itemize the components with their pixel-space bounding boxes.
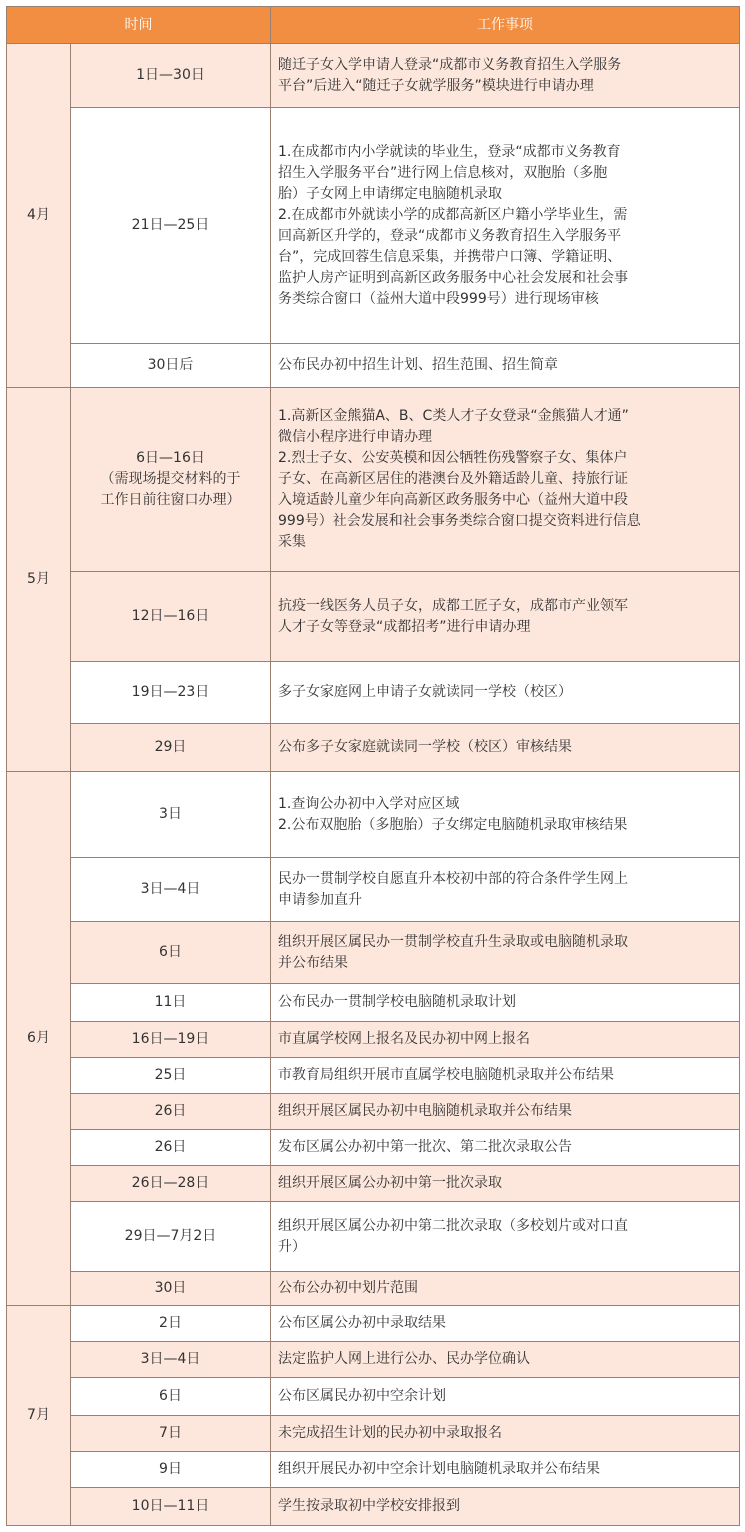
date-cell	[71, 1202, 271, 1272]
date-cell	[71, 772, 271, 858]
table-row	[7, 1342, 740, 1378]
item-line: 采集	[278, 534, 306, 550]
item-cell	[271, 108, 740, 344]
date-line: 26日	[154, 1139, 187, 1155]
date-line: 6日—16日	[136, 450, 205, 466]
table-row	[7, 1202, 740, 1272]
table-row	[7, 1306, 740, 1342]
date-cell	[71, 108, 271, 344]
table-row	[7, 1416, 740, 1452]
date-line: 21日—25日	[131, 217, 210, 233]
date-cell	[71, 922, 271, 984]
item-line: 务类综合窗口（益州大道中段999号）进行现场审核	[278, 290, 599, 307]
item-cell	[271, 858, 740, 922]
item-cell	[271, 1130, 740, 1166]
item-cell	[271, 1488, 740, 1526]
item-line: 发布区属公办初中第一批次、第二批次录取公告	[278, 1139, 572, 1155]
date-line: 11日	[154, 994, 187, 1010]
date-cell	[71, 1416, 271, 1452]
date-line: 2日	[159, 1315, 182, 1331]
date-cell	[71, 1022, 271, 1058]
item-cell	[271, 984, 740, 1022]
date-cell	[71, 662, 271, 724]
month-may: 5月	[7, 388, 71, 772]
item-cell	[271, 1416, 740, 1452]
date-line: 7日	[159, 1425, 182, 1441]
item-line: 未完成招生计划的民办初中录取报名	[278, 1425, 502, 1441]
item-line: 申请参加直升	[278, 891, 362, 908]
item-line: 组织开展民办初中空余计划电脑随机录取并公布结果	[278, 1461, 600, 1477]
item-line: 公布区属公办初中录取结果	[278, 1315, 446, 1331]
item-line: 公布民办初中招生计划、招生范围、招生简章	[278, 357, 558, 373]
date-cell	[71, 388, 271, 572]
item-line: 1.在成都市内小学就读的毕业生，登录“成都市义务教育	[278, 143, 621, 160]
item-cell	[271, 388, 740, 572]
table-row	[7, 388, 740, 572]
item-cell	[271, 1272, 740, 1306]
item-cell	[271, 662, 740, 724]
table-header-row	[7, 7, 740, 44]
date-cell	[71, 1166, 271, 1202]
table-row	[7, 1166, 740, 1202]
date-cell	[71, 1058, 271, 1094]
item-line: 市教育局组织开展市直属学校电脑随机录取并公布结果	[278, 1067, 614, 1083]
item-line: 1.查询公办初中入学对应区域	[278, 795, 460, 812]
table-row	[7, 984, 740, 1022]
item-cell	[271, 1094, 740, 1130]
month-june: 6月	[7, 772, 71, 1306]
table-row	[7, 1094, 740, 1130]
item-cell	[271, 1342, 740, 1378]
item-line: 999号）社会发展和社会事务类综合窗口提交资料进行信息	[278, 513, 641, 529]
item-line: 2.在成都市外就读小学的成都高新区户籍小学毕业生，需	[278, 206, 628, 223]
item-line: 民办一贯制学校自愿直升本校初中部的符合条件学生网上	[278, 870, 628, 887]
item-cell	[271, 1166, 740, 1202]
date-cell	[71, 1342, 271, 1378]
date-cell	[71, 1452, 271, 1488]
item-line: 子女、在高新区居住的港澳台及外籍适龄儿童、持旅行证	[278, 471, 628, 487]
header-time: 时间	[7, 7, 271, 44]
table-row	[7, 1488, 740, 1526]
item-cell	[271, 922, 740, 984]
item-line: 公布区属民办初中空余计划	[278, 1388, 446, 1404]
date-line: 30日	[154, 1280, 187, 1296]
date-line: 3日—4日	[140, 881, 201, 897]
date-cell	[71, 1488, 271, 1526]
date-line: 6日	[159, 944, 182, 960]
item-cell	[271, 1378, 740, 1416]
item-line: 人才子女等登录“成都招考”进行申请办理	[278, 618, 531, 635]
date-line: 6日	[159, 1388, 182, 1404]
item-line: 组织开展区属民办初中电脑随机录取并公布结果	[278, 1103, 572, 1119]
table-row	[7, 44, 740, 108]
item-line: 升）	[278, 1238, 306, 1255]
item-line: 2.烈士子女、公安英模和因公牺牲伤残警察子女、集体户	[278, 450, 628, 466]
item-line: 组织开展区属民办一贯制学校直升生录取或电脑随机录取	[278, 933, 628, 950]
item-cell	[271, 1202, 740, 1272]
date-line: 19日—23日	[131, 684, 210, 700]
date-line: 26日	[154, 1103, 187, 1119]
item-line: 并公布结果	[278, 954, 348, 971]
table-row	[7, 1272, 740, 1306]
date-cell	[71, 572, 271, 662]
item-line: 多子女家庭网上申请子女就读同一学校（校区）	[278, 684, 572, 700]
date-cell	[71, 1378, 271, 1416]
table-row	[7, 922, 740, 984]
item-line: 招生入学服务平台”进行网上信息核对，双胞胎（多胞	[278, 164, 608, 181]
date-line: 10日—11日	[131, 1498, 210, 1514]
date-line: 3日—4日	[140, 1351, 201, 1367]
item-cell	[271, 1306, 740, 1342]
item-line: 公布公办初中划片范围	[278, 1280, 418, 1296]
table-row	[7, 724, 740, 772]
schedule-table-wrapper	[6, 6, 739, 1526]
date-line: 30日后	[147, 357, 194, 373]
item-line: 组织开展区属公办初中第一批次录取	[278, 1175, 502, 1191]
item-cell	[271, 1058, 740, 1094]
date-note: （需现场提交材料的于	[100, 471, 241, 487]
item-line: 法定监护人网上进行公办、民办学位确认	[278, 1351, 530, 1367]
table-row	[7, 662, 740, 724]
item-line: 平台”后进入“随迁子女就学服务”模块进行申请办理	[278, 77, 594, 94]
table-row	[7, 1022, 740, 1058]
date-cell	[71, 858, 271, 922]
item-line: 随迁子女入学申请人登录“成都市义务教育招生入学服务	[278, 56, 622, 73]
date-line: 3日	[159, 806, 182, 822]
table-row	[7, 572, 740, 662]
enrollment-schedule-table	[6, 6, 740, 1526]
item-cell	[271, 344, 740, 388]
date-cell	[71, 724, 271, 772]
date-cell	[71, 1094, 271, 1130]
date-line: 12日—16日	[131, 608, 210, 624]
date-cell	[71, 984, 271, 1022]
item-cell	[271, 44, 740, 108]
table-row	[7, 858, 740, 922]
item-line: 学生按录取初中学校安排报到	[278, 1498, 460, 1514]
date-line: 1日—30日	[136, 67, 205, 83]
item-line: 抗疫一线医务人员子女，成都工匠子女，成都市产业领军	[278, 597, 628, 614]
date-note: 工作日前往窗口办理）	[100, 492, 241, 508]
item-line: 入境适龄儿童少年向高新区政务服务中心（益州大道中段	[278, 492, 628, 508]
table-row	[7, 1130, 740, 1166]
date-line: 16日—19日	[131, 1031, 210, 1047]
date-line: 29日—7月2日	[124, 1228, 217, 1244]
item-line: 2.公布双胞胎（多胞胎）子女绑定电脑随机录取审核结果	[278, 816, 628, 833]
date-line: 9日	[159, 1461, 182, 1477]
table-row	[7, 344, 740, 388]
item-line: 胎）子女网上申请绑定电脑随机录取	[278, 185, 502, 202]
item-line: 公布民办一贯制学校电脑随机录取计划	[278, 994, 516, 1010]
item-cell	[271, 572, 740, 662]
table-row	[7, 1452, 740, 1488]
item-cell	[271, 724, 740, 772]
table-row	[7, 772, 740, 858]
date-cell	[71, 344, 271, 388]
date-line: 26日—28日	[131, 1175, 210, 1191]
date-line: 25日	[154, 1067, 187, 1083]
date-cell	[71, 1272, 271, 1306]
month-april: 4月	[7, 44, 71, 388]
item-line: 台”，完成回蓉生信息采集，并携带户口簿、学籍证明、	[278, 248, 622, 265]
item-line: 监护人房产证明到高新区政务服务中心社会发展和社会事	[278, 269, 628, 286]
item-cell	[271, 1022, 740, 1058]
date-cell	[71, 44, 271, 108]
item-line: 组织开展区属公办初中第二批次录取（多校划片或对口直	[278, 1217, 628, 1234]
date-cell	[71, 1130, 271, 1166]
month-july: 7月	[7, 1306, 71, 1526]
item-cell	[271, 1452, 740, 1488]
table-row	[7, 108, 740, 344]
date-cell	[71, 1306, 271, 1342]
item-line: 市直属学校网上报名及民办初中网上报名	[278, 1031, 530, 1047]
table-row	[7, 1058, 740, 1094]
item-line: 回高新区升学的，登录“成都市义务教育招生入学服务平	[278, 227, 622, 244]
item-line: 1.高新区金熊猫A、B、C类人才子女登录“金熊猫人才通”	[278, 408, 629, 424]
date-line: 29日	[154, 739, 187, 755]
item-line: 微信小程序进行申请办理	[278, 429, 432, 445]
item-line: 公布多子女家庭就读同一学校（校区）审核结果	[278, 739, 572, 755]
table-row	[7, 1378, 740, 1416]
header-items: 工作事项	[271, 7, 740, 44]
item-cell	[271, 772, 740, 858]
